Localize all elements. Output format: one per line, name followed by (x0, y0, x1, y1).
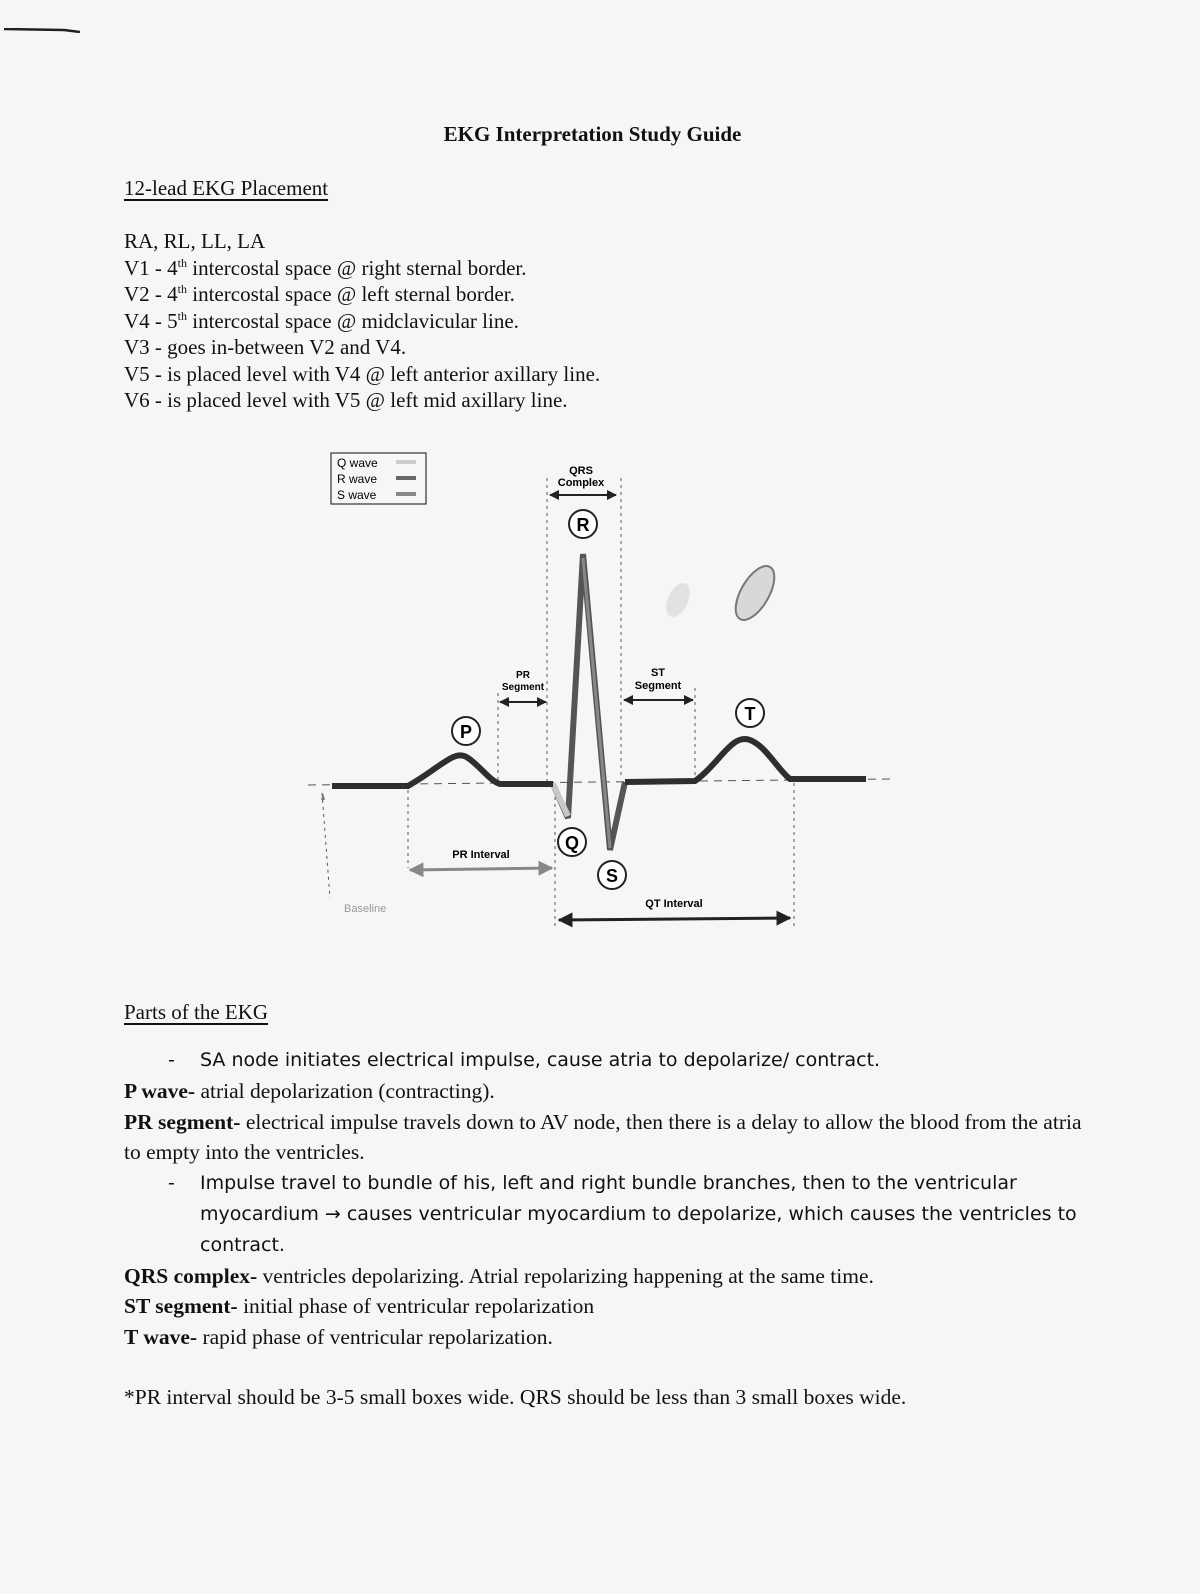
legend-q-label: Q wave (337, 456, 378, 470)
legend-r-swatch (396, 476, 416, 480)
lead-line: RA, RL, LL, LA (124, 229, 266, 253)
legend-r-label: R wave (337, 472, 378, 486)
baseline-label: Baseline (344, 903, 387, 915)
qrs-label-line-2: Complex (557, 477, 605, 489)
lead-placement-list (124, 228, 600, 414)
bullet-item: - Impulse travel to bundle of his, left and right bundle branches, then to the ventricular myocardium → causes ventricular myocardium to depolarize, which causes the ventricles to contract. (168, 1171, 1077, 1256)
lead-line: V2 - 4th intercostal space @ left sternal border. (124, 282, 515, 306)
parts-heading: Parts of the EKG (124, 1000, 269, 1024)
lead-line: V6 - is placed level with V5 @ left mid axillary line. (124, 388, 568, 412)
st-segment-label-1: ST (650, 667, 666, 679)
smudge-mark (661, 579, 694, 620)
p-wave-definition: P wave- atrial depolarization (contracting). (124, 1079, 495, 1103)
svg-text:S: S (605, 866, 619, 886)
wave-label-t (736, 699, 764, 727)
placement-heading: 12-lead EKG Placement (124, 176, 329, 200)
st-segment-definition: ST segment- initial phase of ventricular repolarization (124, 1294, 595, 1318)
wave-label-q (558, 828, 586, 856)
legend-s-label: S wave (337, 488, 377, 502)
t-wave-definition: T wave- rapid phase of ventricular repolarization. (124, 1324, 553, 1349)
lead-line: V1 - 4th intercostal space @ right sternal border. (124, 255, 527, 280)
wave-label-r (569, 510, 597, 538)
qrs-label-line-1: QRS (569, 465, 593, 477)
qt-interval-label: QT Interval (645, 898, 703, 910)
qt-interval-arrow (559, 918, 790, 920)
legend-q-swatch (396, 460, 416, 464)
wave-legend (331, 453, 426, 504)
smudge-mark (728, 560, 782, 626)
document-title: EKG Interpretation Study Guide (443, 122, 742, 146)
t-wave-trace (625, 739, 866, 782)
pr-segment-label-1: PR (516, 670, 530, 681)
p-wave-trace (332, 755, 553, 786)
pr-segment-definition: PR segment- electrical impulse travels down to AV node, then there is a delay to allow the blood from the atria to empty into the ventricles. (124, 1109, 1082, 1164)
lead-line: V5 - is placed level with V4 @ left anterior axillary line. (124, 361, 601, 386)
wave-label-s (598, 861, 626, 889)
svg-text:R: R (576, 515, 590, 535)
s-wave-trace (583, 558, 610, 848)
pr-interval-label: PR Interval (452, 849, 510, 861)
guide-lines (322, 478, 794, 928)
pr-interval-arrow (410, 868, 552, 870)
parts-of-ekg-section (124, 1045, 1084, 1413)
lead-line: V3 - goes in-between V2 and V4. (124, 335, 407, 359)
bullet-item: - SA node initiates electrical impulse, cause atria to depolarize/ contract. (168, 1049, 881, 1071)
wave-label-p (452, 717, 480, 745)
legend-s-swatch (396, 492, 416, 496)
st-segment-label-2: Segment (634, 680, 682, 692)
scan-mark (4, 28, 80, 33)
svg-text:Q: Q (564, 833, 580, 853)
svg-text:P: P (459, 722, 473, 742)
svg-text:T: T (744, 704, 756, 724)
lead-line: V4 - 5th intercostal space @ midclavicular line. (124, 308, 519, 333)
qrs-complex-definition: QRS complex- ventricles depolarizing. Atrial repolarizing happening at the same time. (124, 1263, 874, 1288)
pr-segment-label-2: Segment (501, 682, 545, 693)
interval-note: *PR interval should be 3-5 small boxes wide. QRS should be less than 3 small boxes wide. (124, 1385, 907, 1409)
ekg-diagram (300, 448, 900, 943)
